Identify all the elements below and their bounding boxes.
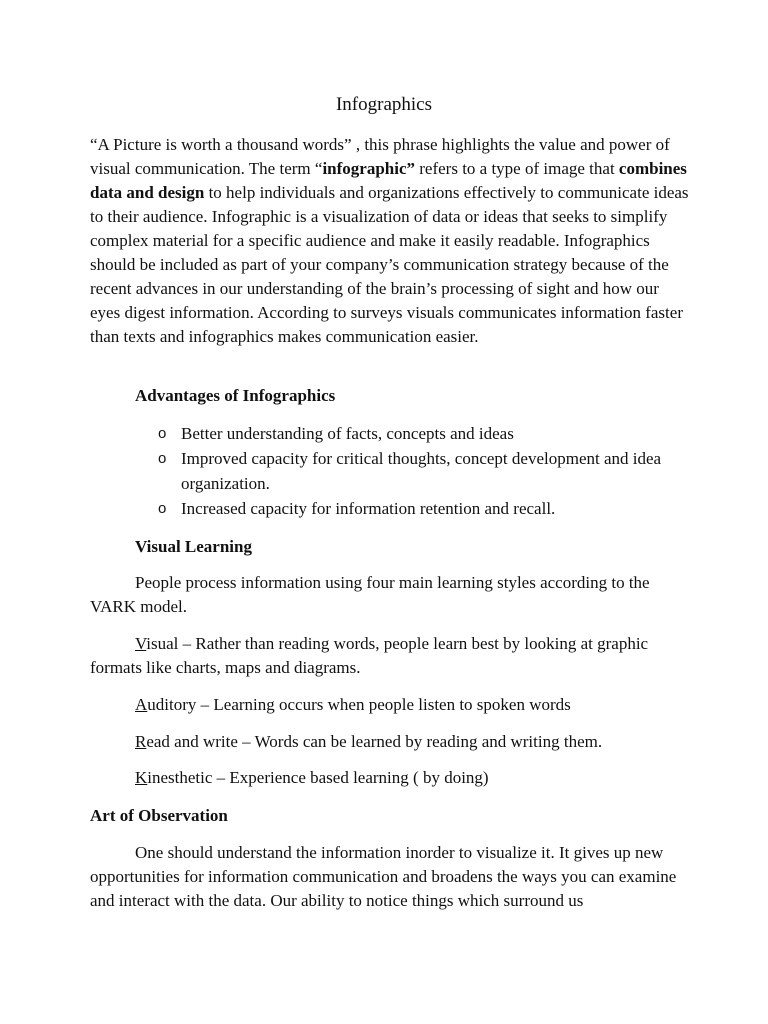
list-item-text: Increased capacity for information retention and recall. xyxy=(181,499,556,518)
observation-heading: Art of Observation xyxy=(90,806,228,825)
vark-read-write-paragraph xyxy=(90,730,690,754)
vark-letter: K xyxy=(135,768,148,787)
intro-text-1: “A Picture is worth a thousand words” , this phrase highlights the value and power of visual communication. The term “ xyxy=(90,135,670,178)
vark-visual-paragraph xyxy=(90,632,690,680)
vark-text: isual – Rather than reading words, people learn best by looking at graphic formats like charts, maps and diagrams. xyxy=(90,634,649,677)
intro-bold-phrase: combines data and design xyxy=(90,159,687,202)
vark-letter: R xyxy=(135,732,147,751)
vark-text: ead and write – Words can be learned by reading and writing them. xyxy=(146,732,603,751)
list-item-text: Improved capacity for critical thoughts, concept development and idea organization. xyxy=(181,449,662,493)
vark-letter: A xyxy=(135,695,148,714)
intro-bold-term: infographic” xyxy=(322,159,415,178)
advantages-list xyxy=(158,421,698,521)
list-item xyxy=(158,496,698,521)
intro-paragraph xyxy=(90,133,690,349)
observation-paragraph: One should understand the information inorder to visualize it. It gives up new opportunities for information communication and broadens the ways you can examine and interact with the data. Our ability to notice things which surround us xyxy=(90,843,677,910)
vark-intro-paragraph: People process information using four main learning styles according to the VARK model. xyxy=(90,573,650,616)
list-item xyxy=(158,446,698,496)
vark-auditory-paragraph xyxy=(90,693,690,717)
vark-letter: V xyxy=(135,634,147,653)
visual-learning-heading: Visual Learning xyxy=(135,537,252,556)
list-item xyxy=(158,421,698,446)
bullet-marker: o xyxy=(158,450,167,467)
page-title: Infographics xyxy=(335,94,433,115)
vark-text: uditory – Learning occurs when people listen to spoken words xyxy=(147,695,571,714)
bullet-marker: o xyxy=(158,425,167,442)
advantages-heading: Advantages of Infographics xyxy=(135,386,336,405)
vark-kinesthetic-paragraph xyxy=(90,766,690,790)
bullet-marker: o xyxy=(158,500,167,517)
intro-text-3: to help individuals and organizations effectively to communicate ideas to their audience. Infographic is a visualization of data or ideas that seeks to simplify complex material for a specific audience and make it easily readable. Infographics should be included as part of your company’s communication strategy because of the recent advances in our understanding of the brain’s processing of sight and how our eyes digest information. According to surveys visuals communicates information faster than texts and infographics makes communication easier. xyxy=(90,183,689,346)
intro-text-2: refers to a type of image that xyxy=(415,159,619,178)
list-item-text: Better understanding of facts, concepts and ideas xyxy=(181,424,514,443)
vark-text: inesthetic – Experience based learning ( by doing) xyxy=(147,768,489,787)
